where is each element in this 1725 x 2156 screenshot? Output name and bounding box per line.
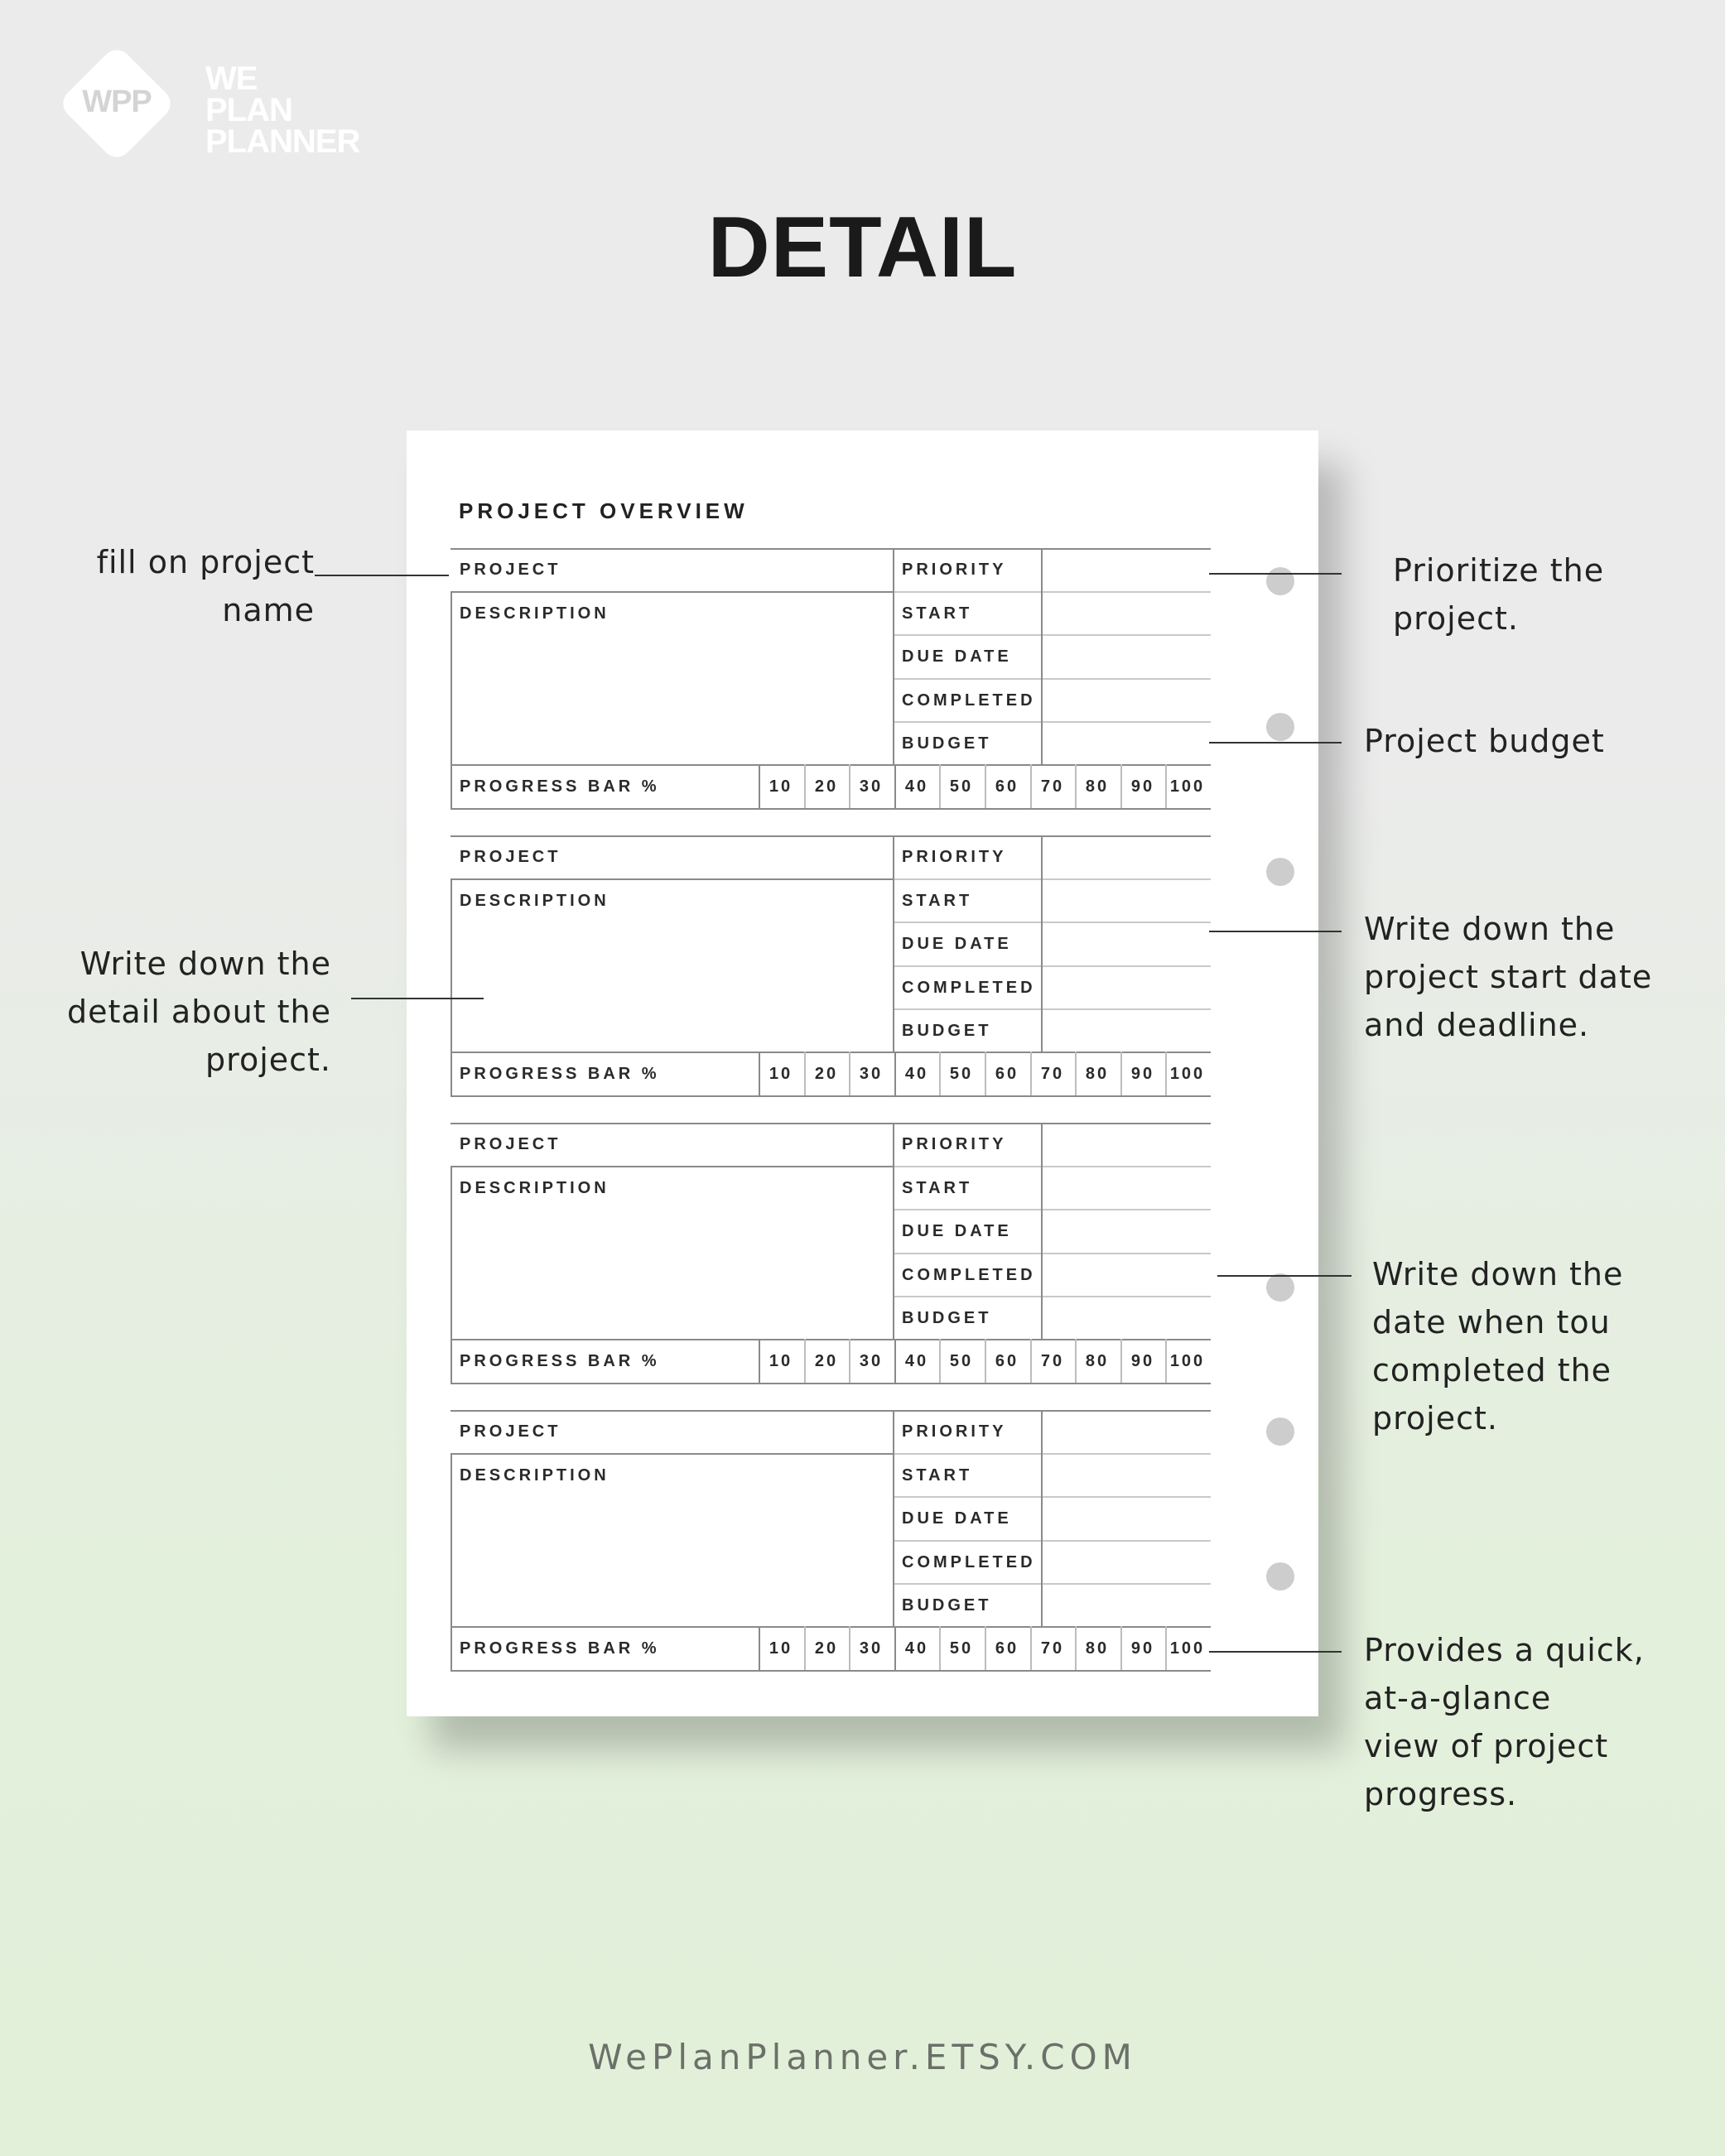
rule xyxy=(893,1253,1211,1254)
leader-line xyxy=(1217,1275,1352,1277)
logo-wordmark xyxy=(205,60,360,160)
rule xyxy=(893,878,1211,880)
field-label-description: DESCRIPTION xyxy=(460,604,610,623)
annotation-dates xyxy=(1364,905,1652,1049)
progress-step: 40 xyxy=(904,1639,929,1658)
progress-step: 100 xyxy=(1169,1352,1206,1370)
progress-step: 90 xyxy=(1130,1065,1155,1083)
field-label-budget: BUDGET xyxy=(902,1596,992,1615)
binder-hole-icon xyxy=(1266,713,1294,741)
project-block xyxy=(451,1123,1211,1384)
progress-step: 40 xyxy=(904,1065,929,1083)
rule xyxy=(451,1052,1211,1053)
rule xyxy=(893,1410,894,1626)
rule xyxy=(893,922,1211,923)
field-label-completed: COMPLETED xyxy=(902,979,1036,997)
field-label-priority: PRIORITY xyxy=(902,1135,1007,1153)
annotation-progress xyxy=(1364,1626,1645,1818)
rule xyxy=(451,1383,1211,1384)
rule xyxy=(451,878,452,1095)
progress-step: 60 xyxy=(995,1639,1019,1658)
annotation-line: Write down the xyxy=(1364,911,1616,947)
annotation-priority xyxy=(1393,546,1604,642)
field-label-description: DESCRIPTION xyxy=(460,1179,610,1197)
logo-line: PLAN xyxy=(205,92,292,128)
progress-step: 40 xyxy=(904,777,929,796)
rule xyxy=(451,764,1211,766)
rule xyxy=(451,1670,1211,1672)
leader-line xyxy=(1209,742,1342,744)
annotation-line: view of project xyxy=(1364,1728,1609,1764)
leader-line xyxy=(1209,573,1342,575)
progress-step: 20 xyxy=(814,777,839,796)
rule xyxy=(451,1339,1211,1340)
rule xyxy=(893,678,1211,680)
progress-step: 90 xyxy=(1130,1352,1155,1370)
rule xyxy=(451,1166,452,1383)
field-label-start: START xyxy=(902,604,973,623)
footer-url: WePlanPlanner.ETSY.COM xyxy=(588,2037,1137,2077)
annotation-line: Project budget xyxy=(1364,723,1605,759)
rule xyxy=(451,548,1211,550)
rule xyxy=(451,1453,893,1455)
progress-step: 60 xyxy=(995,777,1019,796)
progress-step: 80 xyxy=(1085,1352,1110,1370)
binder-hole-icon xyxy=(1266,1417,1294,1446)
leader-line xyxy=(351,998,484,999)
annotation-line: Prioritize the xyxy=(1393,552,1605,589)
field-label-due-date: DUE DATE xyxy=(902,1222,1012,1240)
rule xyxy=(451,591,893,593)
progress-step: 90 xyxy=(1130,1639,1155,1658)
rule xyxy=(451,1095,1211,1097)
rule xyxy=(1041,1123,1043,1339)
logo-line: WE xyxy=(205,60,258,97)
rule xyxy=(893,835,894,1052)
progress-step: 50 xyxy=(949,1639,974,1658)
progress-step: 10 xyxy=(769,1352,793,1370)
annotation-line: project. xyxy=(1372,1400,1498,1437)
field-label-project: PROJECT xyxy=(460,1135,561,1153)
progress-step: 20 xyxy=(814,1065,839,1083)
rule xyxy=(893,591,1211,593)
field-label-start: START xyxy=(902,1179,973,1197)
field-label-project: PROJECT xyxy=(460,848,561,866)
rule xyxy=(451,1123,1211,1124)
field-label-project: PROJECT xyxy=(460,561,561,579)
field-label-budget: BUDGET xyxy=(902,1022,992,1040)
field-label-completed: COMPLETED xyxy=(902,1553,1036,1571)
annotation-line: date when tou xyxy=(1372,1304,1611,1340)
progress-step: 100 xyxy=(1169,777,1206,796)
rule xyxy=(893,1540,1211,1542)
progress-step: 30 xyxy=(859,1639,884,1658)
progress-step: 10 xyxy=(769,1639,793,1658)
rule xyxy=(893,1453,1211,1455)
logo-mark: WPP xyxy=(82,84,152,119)
progress-step: 70 xyxy=(1040,1639,1065,1658)
rule xyxy=(893,1496,1211,1498)
field-label-budget: BUDGET xyxy=(902,734,992,753)
progress-step: 100 xyxy=(1169,1639,1206,1658)
progress-step: 50 xyxy=(949,777,974,796)
binder-hole-icon xyxy=(1266,858,1294,886)
rule xyxy=(451,1166,893,1167)
progress-step: 20 xyxy=(814,1639,839,1658)
progress-step: 80 xyxy=(1085,1065,1110,1083)
field-label-start: START xyxy=(902,892,973,910)
field-label-due-date: DUE DATE xyxy=(902,1509,1012,1528)
binder-hole-icon xyxy=(1266,1273,1294,1302)
progress-step: 20 xyxy=(814,1352,839,1370)
field-label-progress: PROGRESS BAR % xyxy=(460,1352,660,1370)
field-label-completed: COMPLETED xyxy=(902,1266,1036,1284)
progress-step: 50 xyxy=(949,1352,974,1370)
rule xyxy=(893,1209,1211,1210)
rule xyxy=(893,634,1211,636)
rule xyxy=(893,548,894,764)
annotation-line: and deadline. xyxy=(1364,1007,1590,1043)
sheet-title: PROJECT OVERVIEW xyxy=(459,498,749,523)
annotation-line: project. xyxy=(1393,600,1519,637)
annotation-line: completed the xyxy=(1372,1352,1612,1388)
field-label-project: PROJECT xyxy=(460,1422,561,1441)
progress-step: 60 xyxy=(995,1065,1019,1083)
binder-hole-icon xyxy=(1266,567,1294,595)
annotation-line: progress. xyxy=(1364,1776,1518,1812)
annotation-project-name xyxy=(58,538,315,634)
binder-hole-icon xyxy=(1266,1562,1294,1591)
leader-line xyxy=(315,575,449,576)
annotation-line: fill on project xyxy=(96,544,315,580)
rule xyxy=(1041,1410,1043,1626)
rule xyxy=(893,1123,894,1339)
field-label-budget: BUDGET xyxy=(902,1309,992,1327)
progress-step: 10 xyxy=(769,1065,793,1083)
rule xyxy=(451,878,893,880)
rule xyxy=(1041,548,1043,764)
rule xyxy=(451,1626,1211,1628)
progress-step: 50 xyxy=(949,1065,974,1083)
progress-step: 40 xyxy=(904,1352,929,1370)
annotation-line: name xyxy=(222,592,315,628)
rule xyxy=(451,835,1211,837)
field-label-priority: PRIORITY xyxy=(902,848,1007,866)
field-label-due-date: DUE DATE xyxy=(902,647,1012,666)
rule xyxy=(451,1410,1211,1412)
progress-step: 70 xyxy=(1040,1352,1065,1370)
rule xyxy=(893,1008,1211,1010)
project-block xyxy=(451,548,1211,810)
page-title: DETAIL xyxy=(707,200,1018,296)
project-block xyxy=(451,1410,1211,1672)
annotation-line: project start date xyxy=(1364,959,1653,995)
progress-step: 30 xyxy=(859,777,884,796)
annotation-completed xyxy=(1372,1250,1623,1442)
rule xyxy=(893,1583,1211,1585)
field-label-priority: PRIORITY xyxy=(902,561,1007,579)
progress-step: 80 xyxy=(1085,1639,1110,1658)
field-label-progress: PROGRESS BAR % xyxy=(460,777,660,796)
annotation-line: Write down the xyxy=(1372,1256,1624,1292)
progress-step: 90 xyxy=(1130,777,1155,796)
rule xyxy=(451,808,1211,810)
rule xyxy=(451,591,452,808)
field-label-priority: PRIORITY xyxy=(902,1422,1007,1441)
progress-step: 100 xyxy=(1169,1065,1206,1083)
brand-logo xyxy=(65,51,371,176)
logo-line: PLANNER xyxy=(205,123,360,160)
rule xyxy=(893,965,1211,967)
progress-step: 80 xyxy=(1085,777,1110,796)
field-label-completed: COMPLETED xyxy=(902,691,1036,710)
field-label-start: START xyxy=(902,1466,973,1485)
annotation-line: Write down the xyxy=(80,946,331,982)
field-label-progress: PROGRESS BAR % xyxy=(460,1639,660,1658)
field-label-progress: PROGRESS BAR % xyxy=(460,1065,660,1083)
leader-line xyxy=(1209,1651,1342,1653)
leader-line xyxy=(1209,931,1342,932)
rule xyxy=(893,721,1211,723)
annotation-line: Provides a quick, xyxy=(1364,1632,1645,1668)
project-block xyxy=(451,835,1211,1097)
rule xyxy=(451,1453,452,1670)
planner-sheet xyxy=(407,431,1318,1716)
progress-step: 30 xyxy=(859,1065,884,1083)
annotation-line: at-a-glance xyxy=(1364,1680,1552,1716)
annotation-description xyxy=(33,940,331,1084)
rule xyxy=(893,1296,1211,1297)
annotation-line: detail about the xyxy=(67,994,331,1030)
rule xyxy=(893,1166,1211,1167)
progress-step: 60 xyxy=(995,1352,1019,1370)
progress-step: 30 xyxy=(859,1352,884,1370)
field-label-description: DESCRIPTION xyxy=(460,892,610,910)
field-label-description: DESCRIPTION xyxy=(460,1466,610,1485)
progress-step: 10 xyxy=(769,777,793,796)
annotation-budget xyxy=(1364,717,1605,765)
rule xyxy=(1041,835,1043,1052)
progress-step: 70 xyxy=(1040,777,1065,796)
annotation-line: project. xyxy=(205,1042,331,1078)
progress-step: 70 xyxy=(1040,1065,1065,1083)
field-label-due-date: DUE DATE xyxy=(902,935,1012,953)
